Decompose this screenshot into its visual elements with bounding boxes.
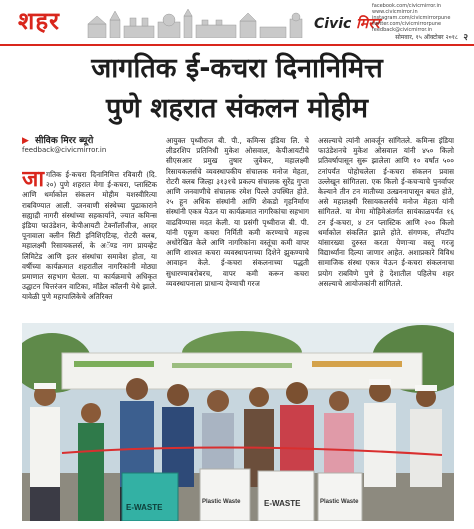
column-2-text: आयुक्त पृथ्वीराज बी. पी., कमिन्स इंडिया लि. चे लीडरशिप प्रतिनिधी मुकेश ओसवाल, केपीआयटीचे सीएसआर प्रमुख तुषार जुवेकर, महालक्ष्मी रिसायकलर्सचे व्यवस्थापकीय संचालक मनोज मेहता, रोटरी क्लब जिल्हा ३१३१चे प्रकल्प संचालक सुरेंद्र गुप्ता आणि जनवाणीचे संचालक रमेश पिल्ले उपस्थित होते. २५ हून अधिक संस्थांनी आणि शेकडो गृहनिर्माण संस्थांनी एकत्र येऊन या कार्यक्रमात नागरिकांचा सहभाग वाढविण्यास मदत केली. या प्रसंगी पृथ्वीराज बी. पी. यांनी एकूण कचरा निर्मिती कमी करण्याचे महत्त्व अधोरेखित केले आणि नागरिकांना वस्तूंचा कमी वापर आणि शाश्वत कचरा व्यवस्थापनाच्या दिशेने झुकण्याचे आवाहन केले. ई-कचरा संकलनाच्या पद्धती सुधारण्याबरोबरच, वापर कमी करून कचरा व्यवस्थापनाला प्राधान्य देण्याची गरज xyxy=(166,136,309,288)
contact-list xyxy=(372,3,452,33)
headline xyxy=(0,52,474,126)
section-title: शहर xyxy=(18,7,60,35)
bin-label-plastic-middle: Plastic Waste xyxy=(202,499,241,505)
page-number: २ xyxy=(463,33,468,43)
contact-line: twitter.com/civicmirrorpune xyxy=(372,21,442,27)
article-column-3 xyxy=(318,136,454,320)
bin-label-e-waste-left: E-WASTE xyxy=(126,503,163,512)
contact-line: instagram.com/civicmirrorpune xyxy=(372,15,451,21)
masthead-divider xyxy=(0,44,474,46)
headline-line-2: पुणे शहरात संकलन मोहीम xyxy=(105,93,369,124)
event-photo-illustration xyxy=(22,323,454,521)
bin-label-e-waste-right: E-WASTE xyxy=(264,499,301,508)
column-3-text: असल्याचे त्यांनी आवर्जून सांगितले. कमिन्स इंडिया फाउंडेशनचे मुकेश ओसवाल यांनी ४५० किलो प्रतिवर्षापासून सुरू झालेला आणि १० वर्षांत ५०० टनांपर्यंत पोहोचलेला ई-कचरा संकलन प्रवास उल्लेखून सांगितला. एक किलो ई-कचऱ्याचे पुनर्वापर केल्याने तीन टन मातीच्या उत्खननापासून बचत होते, असे महालक्ष्मी रिसायकलर्सचे मनोज मेहता यांनी सांगितले. या मेगा मोहिमेअंतर्गत सायंकाळपर्यंत १६ टन ई-कचरा, ४ टन प्लास्टिक आणि २०० किलो थर्माकोल संकलित झाले होते. संगणक, लॅपटॉप यांसारख्या दुरुस्त करता येणाऱ्या वस्तू गरजू विद्यार्थ्यांना दिल्या जाणार आहेत. अशाप्रकारे विविध सामाजिक संस्था एकत्र येऊन ई-कचरा संकलनाचा प्रयोग राबविणे पुणे हे देशातील पहिलेच शहर असल्याचे आयोजकांनी सांगितले. xyxy=(318,136,454,288)
issue-date: सोमवार, १५ ऑक्टोबर २०१८ xyxy=(395,34,458,41)
event-photo xyxy=(22,323,454,521)
pune-skyline-illustration xyxy=(86,8,306,38)
bin-label-plastic-far-right: Plastic Waste xyxy=(320,499,359,505)
byline-marker-icon: ▶ xyxy=(22,136,29,146)
article-column-1 xyxy=(22,170,157,320)
byline-email: feedback@civicmirror.in xyxy=(22,146,107,154)
contact-line: feedback@civicmirror.in xyxy=(372,27,433,33)
contact-line: www.civicmirror.in xyxy=(372,9,418,15)
byline-text: सीविक मिरर ब्यूरो xyxy=(35,136,94,146)
drop-cap: जा xyxy=(22,170,45,192)
masthead xyxy=(0,0,474,44)
column-1-text: गतिक ई-कचरा दिनानिमित्त रविवारी (दि. २०) पुणे शहरात मेगा ई-कचरा, प्लास्टिक आणि थर्माकोल संकलन मोहीम यशस्वीरित्या राबविण्यात आली. जनवाणी संस्थेच्या पुढाकाराने सह्याद्री नागरी संस्थांच्या सहकार्याने, ज्यात कमिन्स इंडिया फाउंडेशन, केपीआयटी टेक्नॉलॉजीज, आदर पूनावाला क्लीन सिटी इनिशिएटिव्ह, रोटरी क्लब, महालक्ष्मी रिसायकलर्स, के अॅण्ड नाग प्रायव्हेट लिमिटेड आणि इतर संस्थांचा समावेश होता, या वर्षीच्या कार्यक्रमात शहरातील नागरिकांनी मोठ्या प्रमाणात सहभाग घेतला. या कार्यक्रमाचे अधिकृत उद्घाटन चित्तरंजन वाटिका, मॉडेल कॉलनी येथे झाले. यावेळी पुणे महापालिकेचे अतिरिक्त xyxy=(22,170,157,302)
article-column-2 xyxy=(166,136,309,320)
brand-logo xyxy=(314,14,380,33)
byline xyxy=(22,133,93,146)
headline-line-1: जागतिक ई-कचरा दिनानिमित्त xyxy=(91,53,383,84)
brand-logo-mirror: मिरर xyxy=(356,16,380,32)
contact-line: facebook.com/civicmirror.in xyxy=(372,3,442,9)
brand-logo-civic: Civic xyxy=(314,16,352,32)
